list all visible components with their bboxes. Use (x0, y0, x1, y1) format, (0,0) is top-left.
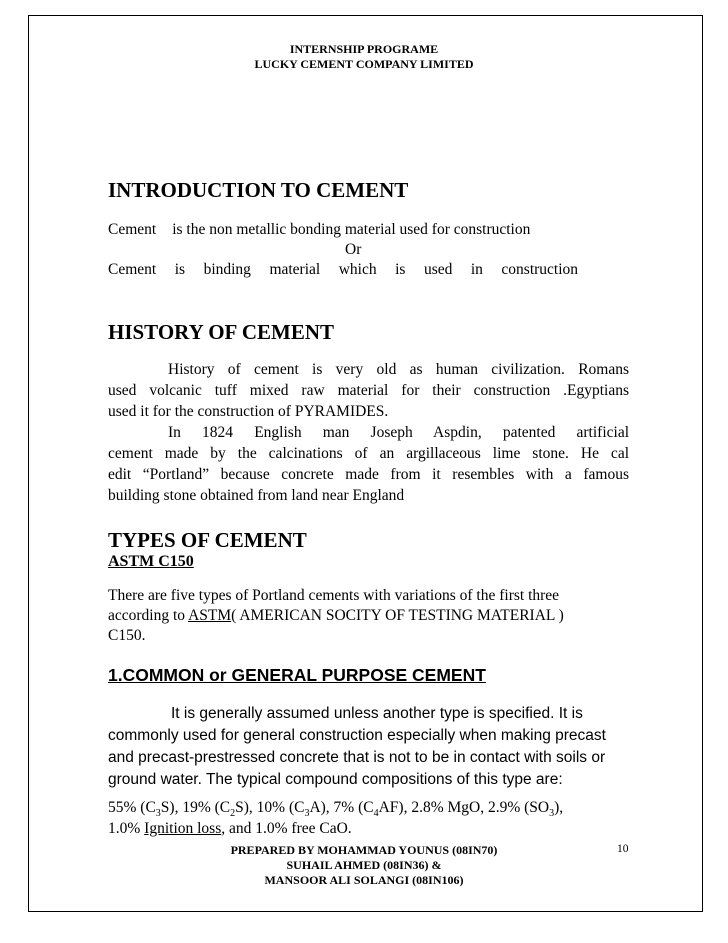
astm-link[interactable]: ASTM (188, 607, 232, 624)
types-p-line1: There are five types of Portland cements with variations of the first three (108, 587, 560, 604)
composition-line2: 1.0% Ignition loss, and 1.0% free CaO. (108, 820, 352, 837)
intro-def1-word: Cement (108, 221, 157, 238)
page-number: 10 (617, 843, 629, 855)
intro-definition-1 (108, 221, 530, 239)
types-p-line2: according to ASTM( AMERICAN SOCITY OF TESTING MATERIAL ) (108, 607, 564, 624)
intro-def1-rest: is the non metallic bonding material used for construction (172, 221, 531, 238)
types-subheading: ASTM C150 (108, 553, 194, 570)
history-heading: HISTORY OF CEMENT (108, 320, 335, 344)
types-p-line3: C150. (108, 627, 146, 644)
page-header (0, 42, 728, 72)
history-p2-line2: cement made by the calcinations of an argillaceous lime stone. He cal (108, 445, 629, 462)
footer-author-3: MANSOOR ALI SOLANGI (08IN106) (264, 873, 464, 887)
history-p2-line3: edit “Portland” because concrete made from it resembles with a famous (108, 466, 629, 483)
common-line1: It is generally assumed unless another type is specified. It is (171, 705, 583, 722)
history-p1-line1: History of cement is very old as human civilization. Romans (168, 361, 629, 378)
history-p2-line1: In 1824 English man Joseph Aspdin, patented artificial (168, 424, 629, 441)
common-line3: and precast-prestressed concrete that is not to be in contact with soils or (108, 749, 606, 766)
types-heading: TYPES OF CEMENT (108, 528, 307, 552)
footer-author-2: SUHAIL AHMED (08IN36) & (286, 858, 442, 872)
intro-heading: INTRODUCTION TO CEMENT (108, 178, 409, 202)
common-line2: commonly used for general construction especially when making precast (108, 727, 606, 744)
history-p2-line4: building stone obtained from land near England (108, 487, 405, 504)
history-p1-line3: used it for the construction of PYRAMIDES. (108, 403, 389, 420)
common-heading: 1.COMMON or GENERAL PURPOSE CEMENT (108, 665, 486, 685)
header-company: LUCKY CEMENT COMPANY LIMITED (254, 57, 474, 71)
intro-or: Or (345, 241, 362, 258)
common-line4: ground water. The typical compound compositions of this type are: (108, 771, 563, 788)
composition-line1: 55% $(C_3S)$, 19% $(C_2S)$, 10% $(C_3A)$, 7% $(C_4AF)$, 2.8% MgO, 2.9% $(SO_3)$, (108, 799, 564, 820)
ignition-loss-link[interactable]: Ignition loss (144, 820, 222, 837)
header-program: INTERNSHIP PROGRAME (289, 42, 439, 56)
history-p1-line2: used volcanic tuff mixed raw material for their construction .Egyptians (108, 382, 629, 399)
footer-prepared-by: PREPARED BY MOHAMMAD YOUNUS (08IN70) (230, 843, 498, 857)
intro-definition-2: Cement is binding material which is used in construction (108, 261, 579, 278)
